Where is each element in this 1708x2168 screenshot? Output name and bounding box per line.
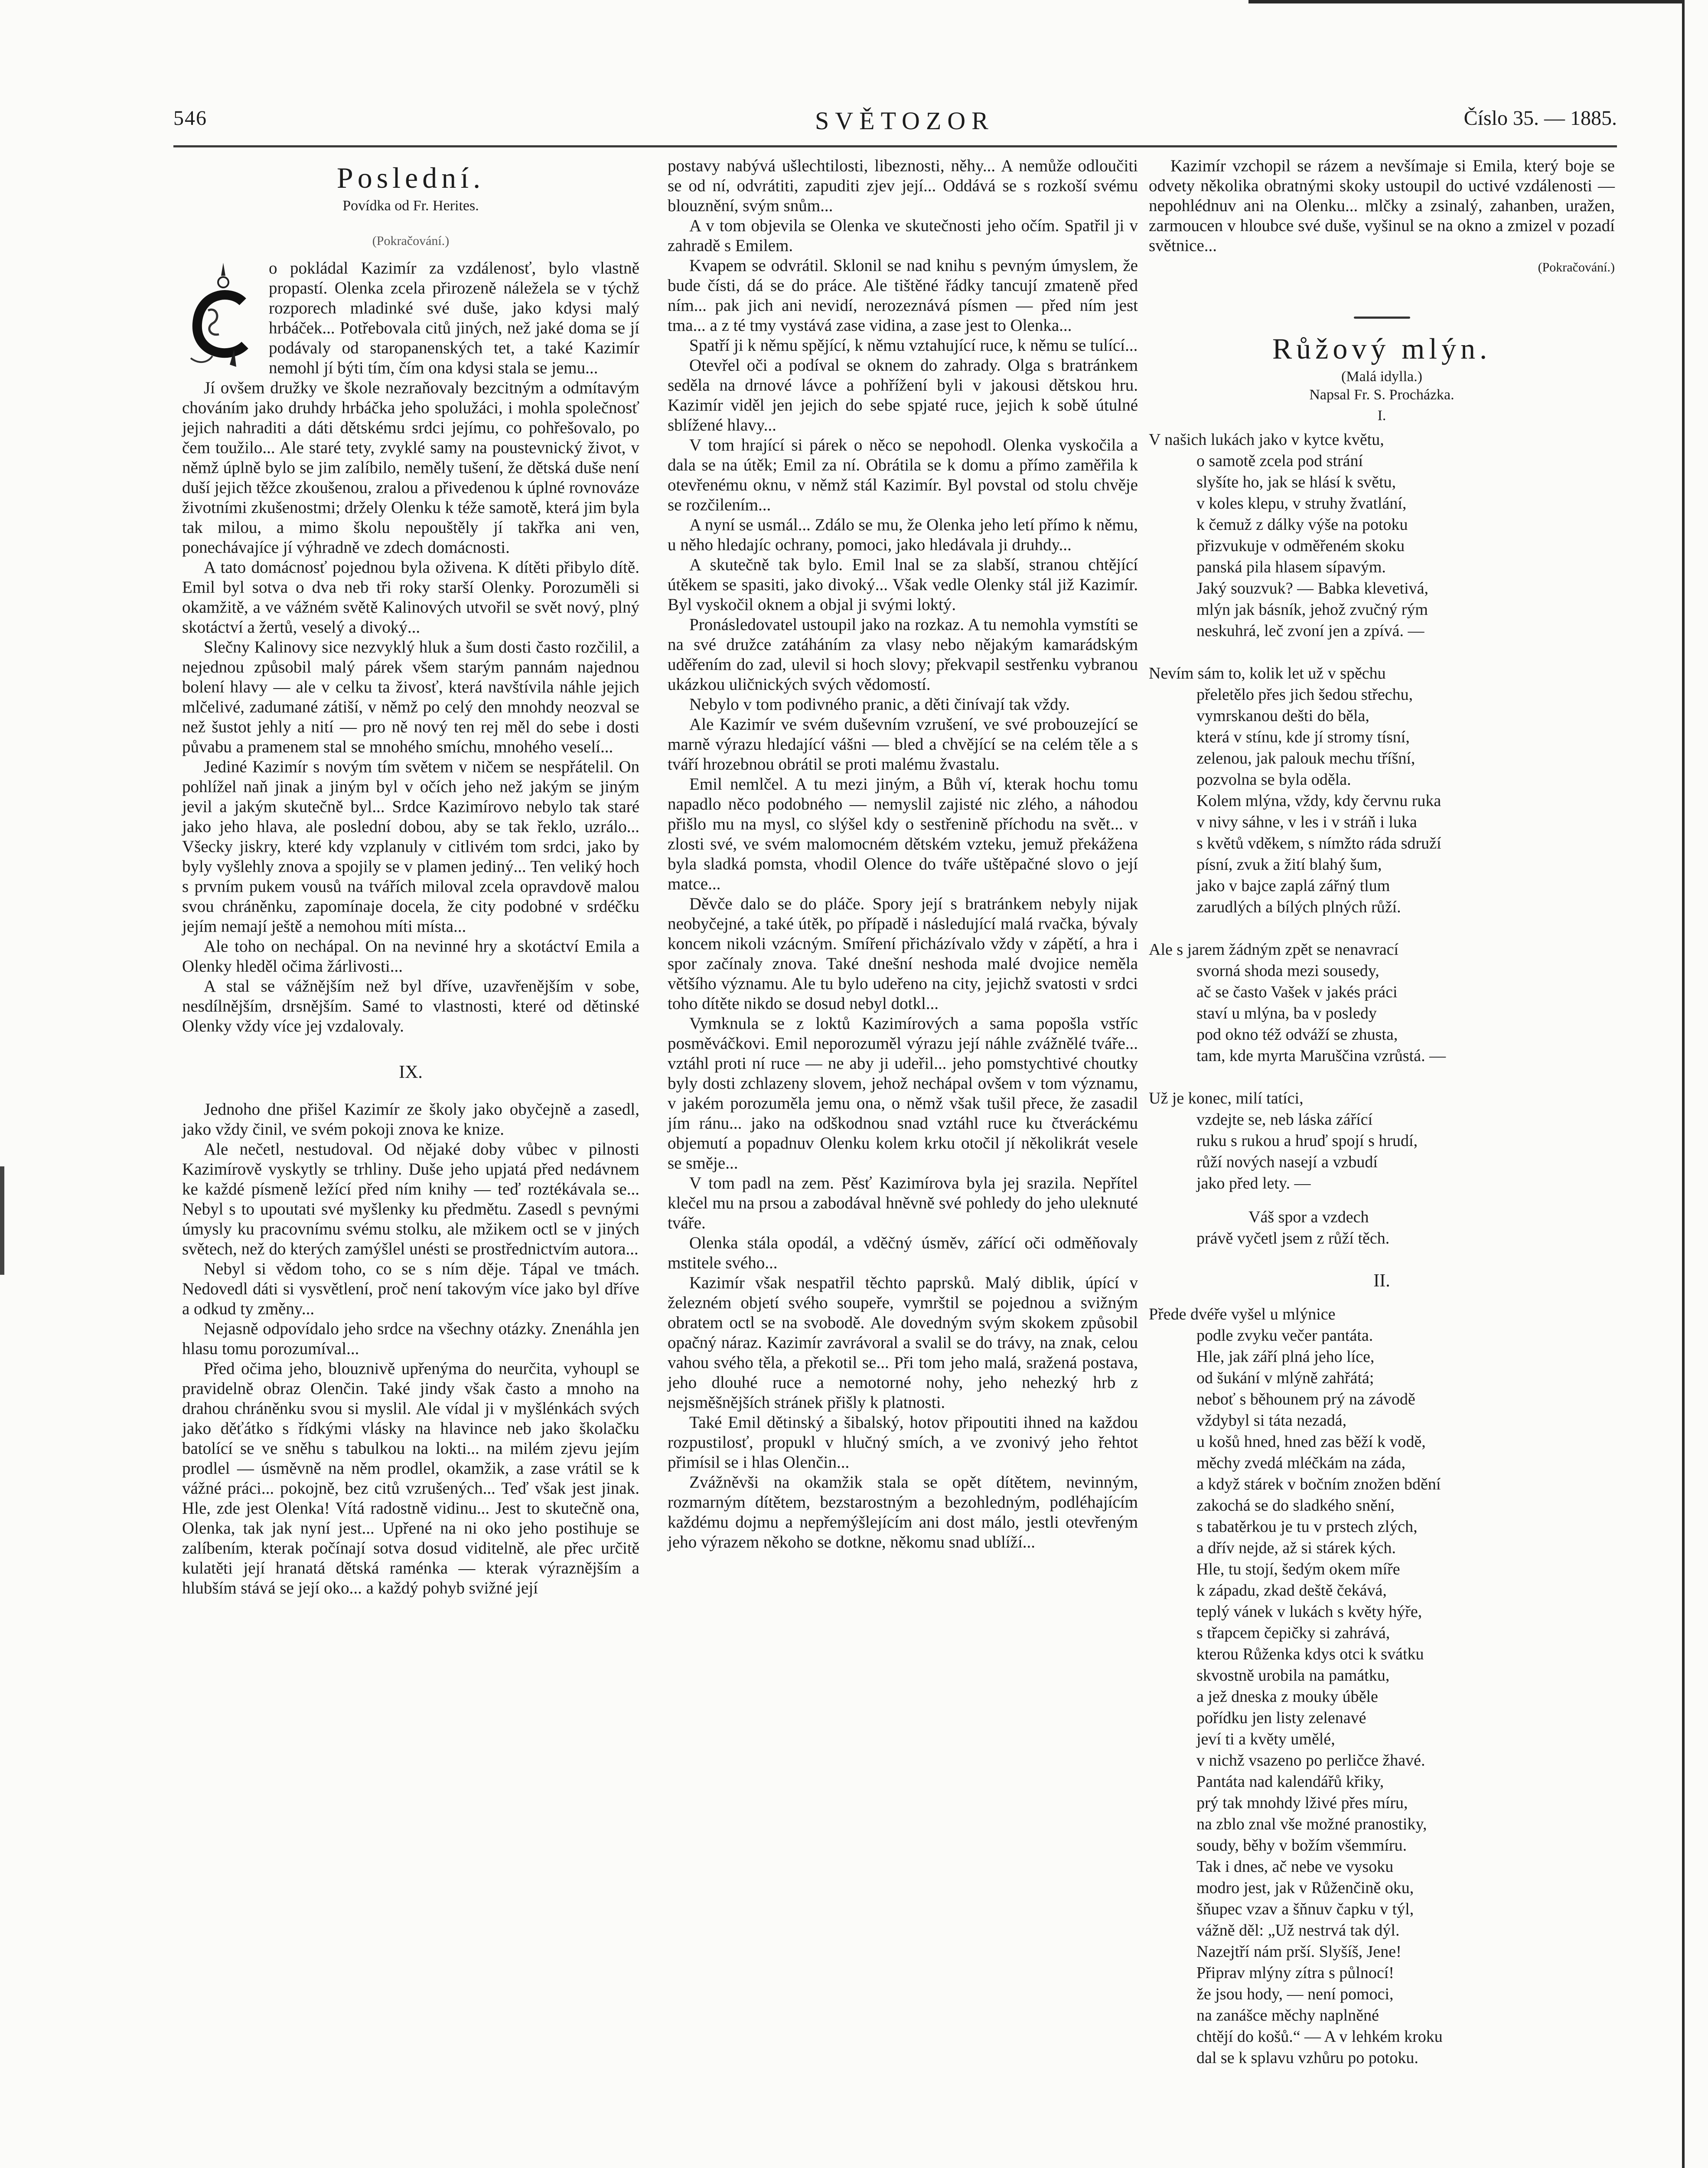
poem-subtitle: (Malá idylla.): [1341, 369, 1422, 385]
poem-part-2: [1149, 1304, 1615, 2069]
poem-line: Připrav mlýny zítra s půlnocí!: [1196, 1964, 1394, 1982]
poem-line: Pantáta nad kalendářů křiky,: [1196, 1773, 1384, 1791]
poem-line: dal se k splavu vzhůru po potoku.: [1196, 2049, 1418, 2067]
poem-line: pořídku jen listy zelenavé: [1196, 1709, 1366, 1727]
poem-line: přizvukuje v odměřeném skoku: [1196, 537, 1405, 555]
poem-line: pozvolna se byla oděla.: [1196, 771, 1351, 789]
poem-part-number: II.: [1373, 1271, 1390, 1291]
story-title: Poslední.: [336, 161, 485, 194]
continued-note: (Pokračování.): [1538, 260, 1615, 274]
poem-line: zakochá se do sladkého snění,: [1196, 1496, 1395, 1515]
chapter-heading: IX.: [399, 1062, 423, 1082]
poem-line: Už je konec, milí tatíci,: [1149, 1089, 1304, 1107]
poem-line: a když stárek v bočním znožen bdění: [1196, 1475, 1441, 1493]
paragraph: Také Emil dětinský a šibalský, hotov připoutiti ihned na každou rozpustilosť, propukl v hlučný smích, a ve zvonivý jeho řehtot přimísil se i hlas Olenčin...: [668, 1413, 1138, 1472]
paragraph: o pokládal Kazimír za vzdálenosť, bylo vlastně propastí. Olenka zcela přirozeně náležela se v týchž rozporech mladinké své duše, jako kdysi malý hrbáček... Potřebovala citů jiných, než jaké doma se jí podávaly od staropanenských tet, a také Kazimír nemohl jí býti tím, čím ona kdysi stala se jemu...: [269, 259, 639, 377]
poem-line: Nazejtří nám prší. Slyšíš, Jene!: [1196, 1943, 1402, 1961]
poem-line: Přede dvéře vyšel u mlýnice: [1149, 1305, 1336, 1323]
poem-line: Kolem mlýna, vždy, kdy červnu ruka: [1196, 792, 1441, 810]
issue-number: Číslo 35. — 1885.: [1464, 107, 1617, 130]
poem-line: Hle, tu stojí, šedým okem míře: [1196, 1560, 1400, 1578]
poem-line: šňupec vzav a šňnuv čapku v týl,: [1196, 1900, 1414, 1918]
poem-line: staví u mlýna, ba v posledy: [1196, 1004, 1377, 1022]
poem-line: chtějí do košů.“ — A v lehkém kroku: [1196, 2028, 1443, 2046]
poem-line: neskuhrá, leč zvoní jen a zpívá. —: [1196, 622, 1424, 640]
poem-line: svorná shoda mezi sousedy,: [1196, 962, 1379, 980]
poem-line: a jež dneska z mouky úběle: [1196, 1688, 1378, 1706]
paragraph: Jediné Kazimír s novým tím světem v ničem se nespřátelil. On pohlížel naň jinak a jiným byl v očích jeho než jakým se jiným jevil a jakým skutečně byl... Srdce Kazimírovo nebylo tak staré jako jeho hlava, ale poslední dobou, aby se tak řeklo, uzrálo... Všecky jiskry, které kdy vzplanuly v citlivém tom srdci, jako by byly vyšlehly znova a spojily se v plamen jediný... Ten veliký hoch s prvním pukem vousů na tvářích miloval zcela opravdově malou svou chráněnku, zapomínaje docela, že city podobné v srdéčku jejím nemají ještě a nemohou míti místa...: [182, 757, 639, 936]
poem-line: tam, kde myrta Maruščina vzrůstá. —: [1196, 1047, 1446, 1065]
paragraph: Děvče dalo se do pláče. Spory její s bratránkem nebyly nijak neobyčejné, a také útěk, po případě i následující malá rvačka, bývaly koncem nikoli vzácným. Smíření přicházívalo vždy v zápětí, a hra i spor začínaly znova. Také dnešní neshoda malé dvojice neměla většího významu. Ale tu bylo udeřeno na city, jejichž svatosti v srdci toho dítěte nikdo se dosud nebyl dotkl...: [668, 895, 1138, 1013]
poem-line: vzdejte se, neb láska zářící: [1196, 1110, 1373, 1129]
poem-verse: [1149, 663, 1615, 918]
paragraph: Spatří ji k němu spějící, k němu vztahující ruce, k němu se tulící...: [689, 336, 1138, 355]
paragraph: A nyní se usmál... Zdálo se mu, že Olenka jeho letí přímo k němu, u něho hledajíc ochrany, pomoci, jako hledávala ji druhdy...: [668, 516, 1138, 554]
poem-line: přeletělo přes jich šedou střechu,: [1196, 686, 1413, 704]
poem-line: Tak i dnes, ač nebe ve vysoku: [1196, 1858, 1394, 1876]
poem-line: Ale s jarem žádným zpět se nenavrací: [1149, 940, 1399, 959]
poem-line: modro jest, jak v Růženčině oku,: [1196, 1879, 1414, 1897]
poem-line: Váš spor a vzdech: [1248, 1208, 1369, 1226]
poem-verse: [1149, 1088, 1615, 1194]
column-3: [1149, 156, 1615, 2090]
poem-line: s květů vděkem, s nímžto ráda sdruží: [1196, 834, 1441, 852]
poem-verse: [1149, 1304, 1615, 2069]
poem-line: růží nových nasejí a vzbudí: [1196, 1153, 1378, 1171]
paragraph: Pronásledovatel ustoupil jako na rozkaz. A tu nemohla vymstíti se na své družce zatáháním za vlasy nebo nějakým kamarádským uděřením do zad, ulevil si hoch slovy; překvapil sestřenku vybranou ukázkou uličnických svých vědomostí.: [668, 615, 1138, 694]
poem-line: mlýn jak básník, jehož zvučný rým: [1196, 601, 1428, 619]
paragraph: Jednoho dne přišel Kazimír ze školy jako obyčejně a zasedl, jako vždy činil, ve svém pokoji znova ke knize.: [182, 1100, 639, 1139]
paragraph: V tom padl na zem. Pěsť Kazimírova byla jej srazila. Nepřítel klečel mu na prsou a zabodával hněvně své pohledy do jeho uleknuté tváře.: [668, 1174, 1138, 1232]
paragraph: A tato domácnosť pojednou byla oživena. K dítěti přibylo dítě. Emil byl sotva o dva neb tři roky starší Olenky. Porozuměli si okamžitě, a ve vážném světě Kalinových utvořil se svět nový, plný skotáctví a žertů, veselý a divoký...: [182, 558, 639, 637]
story-subtitle: Povídka od Fr. Herites.: [342, 198, 479, 214]
paragraph: V tom hrající si párek o něco se nepohodl. Olenka vyskočila a dala se na útěk; Emil za ní. Obrátila se k domu a přímo zaměřila k otevřenému oknu, v němž stál Kazimír. Byl povstal od stolu chvěje se rozčilením...: [668, 436, 1138, 514]
poem-line: o samotě zcela pod strání: [1196, 452, 1363, 470]
column-1: [182, 156, 639, 1598]
paragraph: Emil nemlčel. A tu mezi jiným, a Bůh ví, kterak hochu tomu napadlo něco podobného — nemyslil zajisté nic zlého, a náhodou přišlo mu na mysl, co slýšel kdy o sestřenině příchodu na svět... v zlosti své, ve svém malomocném dětském vzteku, jemuž překážena byla sladká pomsta, vhodil Olence do tváře uštěpačné slovo o její matce...: [668, 775, 1138, 893]
section-divider: [1149, 304, 1615, 310]
scan-edge-right: [1682, 0, 1685, 2168]
poem-line: v nichž vsazeno po perličce žhavé.: [1196, 1751, 1425, 1770]
poem-title: Růžový mlýn.: [1272, 332, 1492, 365]
paragraph: Slečny Kalinovy sice nezvyklý hluk a šum dosti často rozčilil, a nejednou způsobil malý párek všem starým pannám najednou bolení hlavy — ale v celku ta živosť, která navštívila náhle jejich mlčelivé, zadumané zátiší, v němž po celý den mnohdy neozval se než šustot jehly a nití — pro ně nový ten rej měl do sebe i dosti půvabu a pramenem stal se mnohého smíchu, mnohého veselí...: [182, 638, 639, 756]
poem-line: právě vyčetl jsem z růží těch.: [1196, 1229, 1390, 1247]
scan-edge-top: [1248, 0, 1682, 3]
poem-line: u košů hned, hned zas běží k vodě,: [1196, 1433, 1426, 1451]
paragraph: Kvapem se odvrátil. Sklonil se nad knihu s pevným úmyslem, že bude čísti, dá se do práce. Ale tištěné řádky tancují zmateně před ním... pak jich ani nevidí, nerozeznává písmen — před ním jest tma... a z té tmy vystává zase vidina, a zase jest to Olenka...: [668, 256, 1138, 335]
poem-line: Hle, jak září plná jeho líce,: [1196, 1348, 1375, 1366]
poem-line: jako v bajce zaplá zářný tlum: [1196, 877, 1390, 895]
poem-line: k západu, zkad deště čekává,: [1196, 1581, 1387, 1600]
paragraph: Ale toho on nechápal. On na nevinné hry a skotáctví Emila a Olenky hleděl očima žárlivosti...: [182, 937, 639, 976]
poem-line: s tabatěrkou je tu v prstech zlých,: [1196, 1518, 1418, 1536]
paragraph: A skutečně tak bylo. Emil lnal se za slabší, stranou chtějící útěkem se spasiti, jako divoký... Však vedle Olenky stál již Kazimír. Byl vyskočil oknem a objal ji svými loktý.: [668, 555, 1138, 614]
poem-line: v koles klepu, v struhy žvatlání,: [1196, 494, 1407, 513]
poem-line: že jsou hody, — není pomoci,: [1196, 1985, 1394, 2003]
poem-line: vážně děl: „Už nestrvá tak dýl.: [1196, 1921, 1400, 1939]
paragraph: Jí ovšem družky ve škole nezraňovaly bezcitným a odmítavým chováním jako druhdy hrbáčka jeho spolužáci, i mohla společnosť jejich nahraditi a dáti dětskému srdci jejímu, co pohřešovalo, po čem toužilo... Ale staré tety, zvyklé samy na poustevnický život, v němž úplně bylo se jim zalíbilo, neměly tušení, že dětská duše není duší jejich těžce zkoušenou, zralou a přivedenou k úplné rovnováze životními zkušenostmi; držely Olenku k téže samotě, která jim byla tak milou, a mimo školu nepouštěly jí takřka ani ven, ponechávajíce jí výhradně ve zdech domácnosti.: [182, 379, 639, 557]
poem-line: a dřív nejde, až si stárek kých.: [1196, 1539, 1396, 1557]
poem-line: zarudlých a bílých plných růží.: [1196, 898, 1401, 916]
poem-part-number: I.: [1377, 408, 1386, 424]
continued-note: (Pokračování.): [372, 234, 450, 248]
poem-line: od šukání v mlýně zahřátá;: [1196, 1369, 1374, 1387]
paragraph: Ale Kazimír ve svém duševním vzrušení, ve své probouzející se marně výrazu hledající vášni — bled a chvějící se na celém těle a s tváří hrozebnou obrátil se proti malému žvastalu.: [668, 715, 1138, 774]
poem-line: měchy zvedá mléčkám na záda,: [1196, 1454, 1406, 1472]
poem-line: Nevím sám to, kolik let už v spěchu: [1149, 664, 1386, 682]
poem-line: podle zvyku večer pantáta.: [1196, 1326, 1373, 1345]
poem-part-1: [1149, 429, 1615, 1194]
poem-line: panská pila hlasem sípavým.: [1196, 558, 1386, 576]
poem-line: pod okno též odváží se zhusta,: [1196, 1025, 1398, 1044]
paragraph: Ale nečetl, nestudoval. Od nějaké doby vůbec v pilnosti Kazimírově vyskytly se trhliny. Duše jeho upjatá před nedávnem ke každé písmeně ležící před ním knihy — teď roztékávala se... Nebyl s to upoutati své myšlenky ku předmětu. Zasedl s pevnými úmysly ku pracovnímu svému stolku, ale mžikem octl se v jiných světech, než do kterých zamýšlel unésti se prostřednictvím autora...: [182, 1140, 639, 1258]
poem-line: vymrskanou dešti do běla,: [1196, 707, 1369, 725]
paragraph: Vymknula se z loktů Kazimírových a sama popošla vstříc posměváčkovi. Emil neporozuměl výrazu její náhle zvážnělé tváře... vztáhl proti ní ruce — ne aby ji udeřil... jeho pomstychtivé choutky byly dosti zchlazeny slovem, jehož nechápal ovšem v tom významu, v jakém porozuměla jemu ona, o němž však tušil přece, že zasadil jím ránu... jako na odškodnou snad vztáhl ruce ku čtveráckému objemutí a popadnuv Olenku kolem krku otočil jí několikrát vesele se směje...: [668, 1014, 1138, 1172]
poem-line: ruku s rukou a hruď spojí s hrudí,: [1196, 1132, 1418, 1150]
page-number: 546: [173, 107, 207, 130]
poem-line: písní, zvuk a žití blahý šum,: [1196, 855, 1382, 874]
poem-line: kterou Růženka kdys otci k svátku: [1196, 1645, 1424, 1663]
poem-verse: [1149, 429, 1615, 642]
header-rule: [173, 145, 1617, 147]
poem-line: ač se často Vašek v jakés práci: [1196, 983, 1398, 1001]
paragraph: Nebyl si vědom toho, co se s ním děje. Tápal ve tmách. Nedovedl dáti si vysvětlení, proč není takovým více jako byl dříve a odkud ty změny...: [182, 1260, 639, 1318]
paragraph: A v tom objevila se Olenka ve skutečnosti jeho očím. Spatřil ji v zahradě s Emilem.: [668, 216, 1138, 255]
paragraph: Kazimír vzchopil se rázem a nevšímaje si Emila, který boje se odvety několika obratnými skoky ustoupil do uctivé vzdálenosti — nepohlédnuv ani na Olenku... mlčky a zsinalý, zahanben, uražen, zarmoucen v hloubce své duše, vyšinul se na okno a zmizel v pozadí světnice...: [1149, 157, 1615, 255]
poem-line: v nivy sáhne, v les i v stráň i luka: [1196, 813, 1417, 831]
paragraph: Olenka stála opodál, a vděčný úsměv, zářící oči odměňovaly mstitele svého...: [668, 1234, 1138, 1272]
poem-line: která v stínu, kde jí stromy tísní,: [1196, 728, 1410, 746]
poem-line: neboť s běhounem prý na závodě: [1196, 1390, 1415, 1408]
scan-edge-left-mark: [0, 1166, 4, 1275]
paragraph: postavy nabývá ušlechtilosti, libeznosti, něhy... A nemůže odloučiti se od ní, odvrátiti, zapuditi zjev její... Oddává se s rozkoší svému blouznění, svým snům...: [668, 157, 1138, 215]
poem-line: Jaký souzvuk? — Babka klevetivá,: [1196, 579, 1429, 598]
paragraph: Kazimír však nespatřil těchto paprsků. Malý diblik, úpící v železném objetí svého soupeře, vymrštil se pojednou a svižným obratem octl se na svobodě. Ale dovedným svým skokem způsobil opačný náraz. Kazimír zavrávoral a svalil se do trávy, na znak, celou vahou svého těla, a překotil se... Při tom jeho malá, sražená postava, jeho dlouhé ruce a nemotorné nohy, jeho nehezký hrb z nejsměšnějších stránek přišly k platnosti.: [668, 1273, 1138, 1412]
poem-line: prý tak mnohdy lživé přes míru,: [1196, 1794, 1408, 1812]
poem-line: V našich lukách jako v kytce květu,: [1149, 431, 1384, 449]
poem-verse: [1149, 939, 1615, 1067]
paragraph: Zvážněvši na okamžik stala se opět dítětem, nevinným, rozmarným dítětem, bezstarostným a bezohledným, podléhajícím každému dojmu a nepřemýšlejícím ani dost málo, jestli otevřeným jeho výrazem někoho se dotkne, někomu snad ublíží...: [668, 1473, 1138, 1551]
poem-line: vždybyl si táta nezadá,: [1196, 1411, 1347, 1430]
poem-author: Napsal Fr. S. Procházka.: [1309, 387, 1454, 403]
poem-line: jako před lety. —: [1196, 1174, 1311, 1192]
poem-line: slyšíte ho, jak se hlásí k světu,: [1196, 473, 1396, 491]
poem-line: skvostně urobila na památku,: [1196, 1666, 1390, 1685]
page-header: [173, 106, 1617, 141]
poem-line: na zanášce měchy naplněné: [1196, 2006, 1379, 2024]
poem-line: zelenou, jak palouk mechu tříšní,: [1196, 749, 1415, 767]
poem-line: k čemuž z dálky výše na potoku: [1196, 516, 1408, 534]
poem-closing: [1149, 1207, 1615, 1249]
poem-line: s třapcem čepičky si zahrává,: [1196, 1624, 1390, 1642]
paragraph: Před očima jeho, blouznivě upřenýma do neurčita, vyhoupl se pravidelně obraz Olenčin. Také jindy však často a mnoho na drahou chráněnku svou si myslil. Ale vídal ji v myšlénkách svých jako děťátko s řídkými vlásky na hlavince neb jako školačku batolící se ve sněhu s tabulkou na lokti... na milém zjevu jejím prodlel — úsměvně na něm prodlel, okamžik, a zase vrátil se k vážné práci... pokojně, bez citů vzrušených... Teď však jest jinak. Hle, zde jest Olenka! Vítá radostně vidinu... Jest to skutečně ona, Olenka, tak jak nyní jest... Upřené na ni oko jeho postihuje se zalíbením, kterak počínají sotva dosud viditelně, ale přec určitě kulatěti její hranatá dětská raménka — kterak výraznějším a hlubším stává se její oko... a každý pohyb svižné její: [182, 1359, 639, 1597]
poem-line: jeví ti a květy umělé,: [1196, 1730, 1335, 1748]
column-2: [668, 156, 1138, 1552]
poem-line: na zblo znal vše možné pranostiky,: [1196, 1815, 1427, 1833]
journal-title: SVĚTOZOR: [815, 107, 994, 135]
poem-line: teplý vánek v lukách s květy hýře,: [1196, 1603, 1422, 1621]
ornamental-initial-c: [182, 258, 264, 371]
paragraph: Nejasně odpovídalo jeho srdce na všechny otázky. Znenáhla jen hlasu tomu porozumíval...: [182, 1319, 639, 1358]
paragraph: Nebylo v tom podivného pranic, a děti činívají tak vždy.: [689, 695, 1070, 714]
poem-line: soudy, běhy v božím všemmíru.: [1196, 1836, 1407, 1855]
paragraph: A stal se vážnějším než byl dříve, uzavřenějším v sobe, nesdílnějším, drsnějším. Samé to vlastnosti, které od dětinské Olenky vždy více jej vzdalovaly.: [182, 977, 639, 1035]
paragraph: Otevřel oči a podíval se oknem do zahrady. Olga s bratránkem seděla na drnové lávce a pohřížení byli v jakousi dětskou hru. Kazimír viděl jen jejich do sebe spjaté ruce, jejich k sobě útulné sblížené hlavy...: [668, 356, 1138, 434]
